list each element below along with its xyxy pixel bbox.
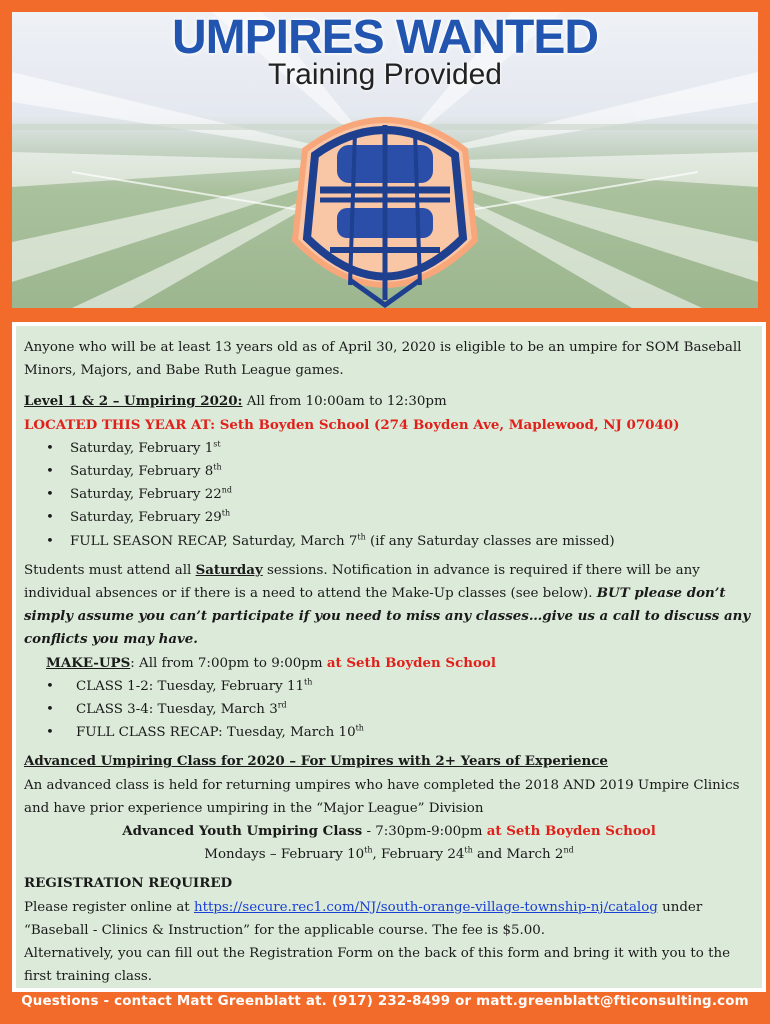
level-heading: Level 1 & 2 – Umpiring 2020: [24, 393, 243, 410]
list-item: • Saturday, February 29th [24, 506, 754, 529]
registration-link[interactable]: https://secure.rec1.com/NJ/south-orange-village-township-nj/catalog [193, 899, 658, 915]
page-title: UMPIRES WANTED [171, 11, 598, 64]
location-line: LOCATED THIS YEAR AT: Seth Boyden School (274 Boyden Ave, Maplewood, NJ 07040) [24, 416, 680, 433]
advanced-heading: Advanced Umpiring Class for 2020 – For Umpires with 2+ Years of Experience [24, 753, 608, 770]
level-time: All from 10:00am to 12:30pm [242, 394, 447, 410]
registration-alternative: Alternatively, you can fill out the Registration Form on the back of this form and bring it with you to the first training class. [24, 946, 731, 985]
registration-heading: REGISTRATION REQUIRED [24, 875, 233, 892]
session-dates-list [24, 437, 754, 553]
umpire-mask-icon [275, 90, 495, 308]
list-item: • FULL CLASS RECAP: Tuesday, March 10th [24, 721, 754, 744]
makeups-list [24, 675, 754, 745]
level-line [24, 390, 754, 413]
attendance-text: Students must attend all Saturday sessions. Notification in advance is required if there will be any individual absences or if there is a need to attend the Make-Up classes (see below). BUT please don’t simply assume you can’t participate if you need to miss any classes…give us a call to discuss any conflicts you may have. [24, 561, 751, 648]
page-subtitle: Training Provided [267, 58, 502, 91]
advanced-dates: Mondays – February 10th, February 24th and March 2nd [204, 845, 574, 863]
list-item: • Saturday, February 22nd [24, 483, 754, 506]
list-item: • Saturday, February 8th [24, 460, 754, 483]
advanced-class-line: Advanced Youth Umpiring Class - 7:30pm-9:00pm at Seth Boyden School [122, 823, 656, 840]
advanced-description: An advanced class is held for returning umpires who have completed the 2018 AND 2019 Umpire Clinics and have prior experience umpiring in the “Major League” Division [24, 777, 740, 816]
list-item: • Saturday, February 1st [24, 437, 754, 460]
list-item: • CLASS 3-4: Tuesday, March 3rd [24, 698, 754, 721]
contact-footer: Questions - contact Matt Greenblatt at. (917) 232-8499 or matt.greenblatt@fticonsulting.com [21, 994, 749, 1009]
info-panel [12, 322, 766, 992]
makeups-line: MAKE-UPS: All from 7:00pm to 9:00pm at Seth Boyden School [46, 654, 496, 671]
registration-text: Please register online at https://secure.rec1.com/NJ/south-orange-village-township-nj/catalog under “Baseball - Clinics & Instruction” for the applicable course. The fee is $5.00. [24, 899, 703, 938]
list-item: • CLASS 1-2: Tuesday, February 11th [24, 675, 754, 698]
list-item: • FULL SEASON RECAP, Saturday, March 7th (if any Saturday classes are missed) [24, 530, 754, 553]
intro-text: Anyone who will be at least 13 years old as of April 30, 2020 is eligible to be an umpire for SOM Baseball Minors, Majors, and Babe Ruth League games. [24, 340, 742, 379]
